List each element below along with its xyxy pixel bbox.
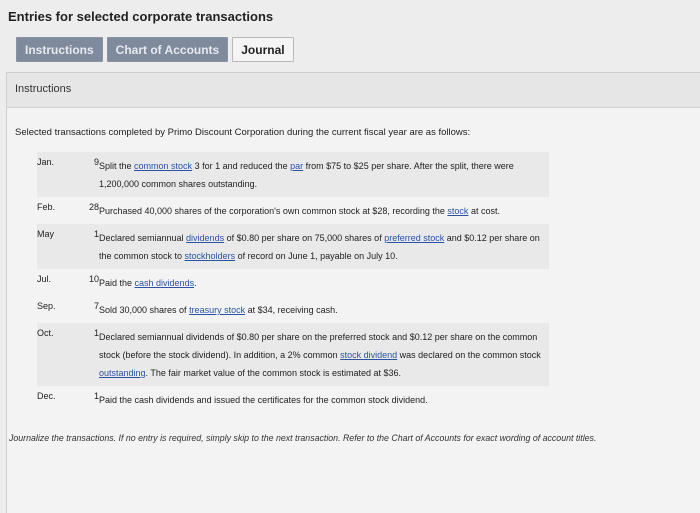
transaction-description (99, 197, 549, 224)
text-segment: at cost. (468, 206, 500, 216)
transaction-month: Jan. (37, 152, 73, 197)
journalize-instruction: Journalize the transactions. If no entry is required, simply skip to the next transaction. Refer to the Chart of Accounts for exact wording of account titles. (9, 433, 597, 443)
transaction-description (99, 386, 549, 413)
tab-chart-of-accounts[interactable]: Chart of Accounts (107, 37, 229, 62)
transaction-day: 9 (73, 152, 99, 197)
transaction-month: Dec. (37, 391, 56, 401)
glossary-link-stock[interactable]: stock (447, 206, 469, 216)
text-segment: was declared on the common stock (397, 350, 541, 360)
transaction-row (37, 197, 549, 224)
panel-header (7, 73, 700, 108)
transaction-day: 28 (88, 202, 99, 212)
glossary-link-cash-dividends[interactable]: cash dividends (134, 278, 195, 288)
instructions-panel (6, 72, 700, 513)
transaction-row (37, 269, 549, 296)
glossary-link-stockholders[interactable]: stockholders (184, 251, 236, 261)
text-segment: from $75 to $25 per share. After the split, there were 1,200,000 common shares outstanding. (99, 161, 514, 189)
text-segment: Declared semiannual (99, 233, 187, 243)
transaction-row (37, 152, 549, 197)
transaction-day: 1 (73, 323, 99, 386)
text-segment: . (194, 278, 197, 288)
panel-title: Instructions (15, 83, 72, 95)
tab-bar (16, 37, 294, 62)
transaction-day: 10 (88, 274, 99, 284)
glossary-link-common-stock[interactable]: common stock (134, 161, 193, 171)
transaction-description (99, 323, 549, 386)
glossary-link-dividends[interactable]: dividends (186, 233, 225, 243)
transaction-day: 1 (93, 391, 99, 401)
page-title: Entries for selected corporate transactions (8, 9, 274, 24)
tab-instructions[interactable]: Instructions (16, 37, 103, 62)
transaction-row (37, 323, 549, 386)
text-segment: Sold 30,000 shares of (99, 305, 190, 315)
transaction-row (37, 386, 549, 413)
intro-text: Selected transactions completed by Primo Discount Corporation during the current fiscal year are as follows: (15, 127, 471, 138)
glossary-link-par[interactable]: par (290, 161, 304, 171)
transaction-description (99, 296, 549, 323)
transaction-day: 1 (73, 224, 99, 269)
transactions-table (37, 152, 549, 413)
transaction-row (37, 224, 549, 269)
text-segment: Declared semiannual dividends of $0.80 per share on the preferred stock and $0.12 per share on the common stock (before the stock dividend). In addition, a 2% common (99, 332, 538, 360)
transaction-month: May (37, 224, 73, 269)
glossary-link-preferred-stock[interactable]: preferred stock (384, 233, 445, 243)
transaction-description (99, 152, 549, 197)
text-segment: of $0.80 per share on 75,000 shares of (224, 233, 385, 243)
tab-journal[interactable]: Journal (232, 37, 293, 62)
text-segment: and $0.12 per share on the common stock to (99, 233, 540, 261)
text-segment: Paid the cash dividends and issued the certificates for the common stock dividend. (99, 395, 428, 405)
glossary-link-outstanding[interactable]: outstanding (99, 368, 146, 378)
text-segment: . The fair market value of the common stock is estimated at $36. (145, 368, 401, 378)
transaction-month: Sep. (37, 301, 56, 311)
text-segment: 3 for 1 and reduced the (192, 161, 291, 171)
transaction-description (99, 224, 549, 269)
text-segment: Split the (99, 161, 135, 171)
transaction-day: 7 (93, 301, 99, 311)
transaction-row (37, 296, 549, 323)
glossary-link-treasury-stock[interactable]: treasury stock (189, 305, 246, 315)
transaction-month: Jul. (37, 274, 52, 284)
text-segment: Paid the (99, 278, 135, 288)
text-segment: Purchased 40,000 shares of the corporation's own common stock at $28, recording the (99, 206, 448, 216)
glossary-link-stock-dividend[interactable]: stock dividend (340, 350, 398, 360)
transaction-month: Oct. (37, 323, 73, 386)
transaction-description (99, 269, 549, 296)
text-segment: of record on June 1, payable on July 10. (235, 251, 398, 261)
transaction-month: Feb. (37, 202, 56, 212)
text-segment: at $34, receiving cash. (245, 305, 338, 315)
